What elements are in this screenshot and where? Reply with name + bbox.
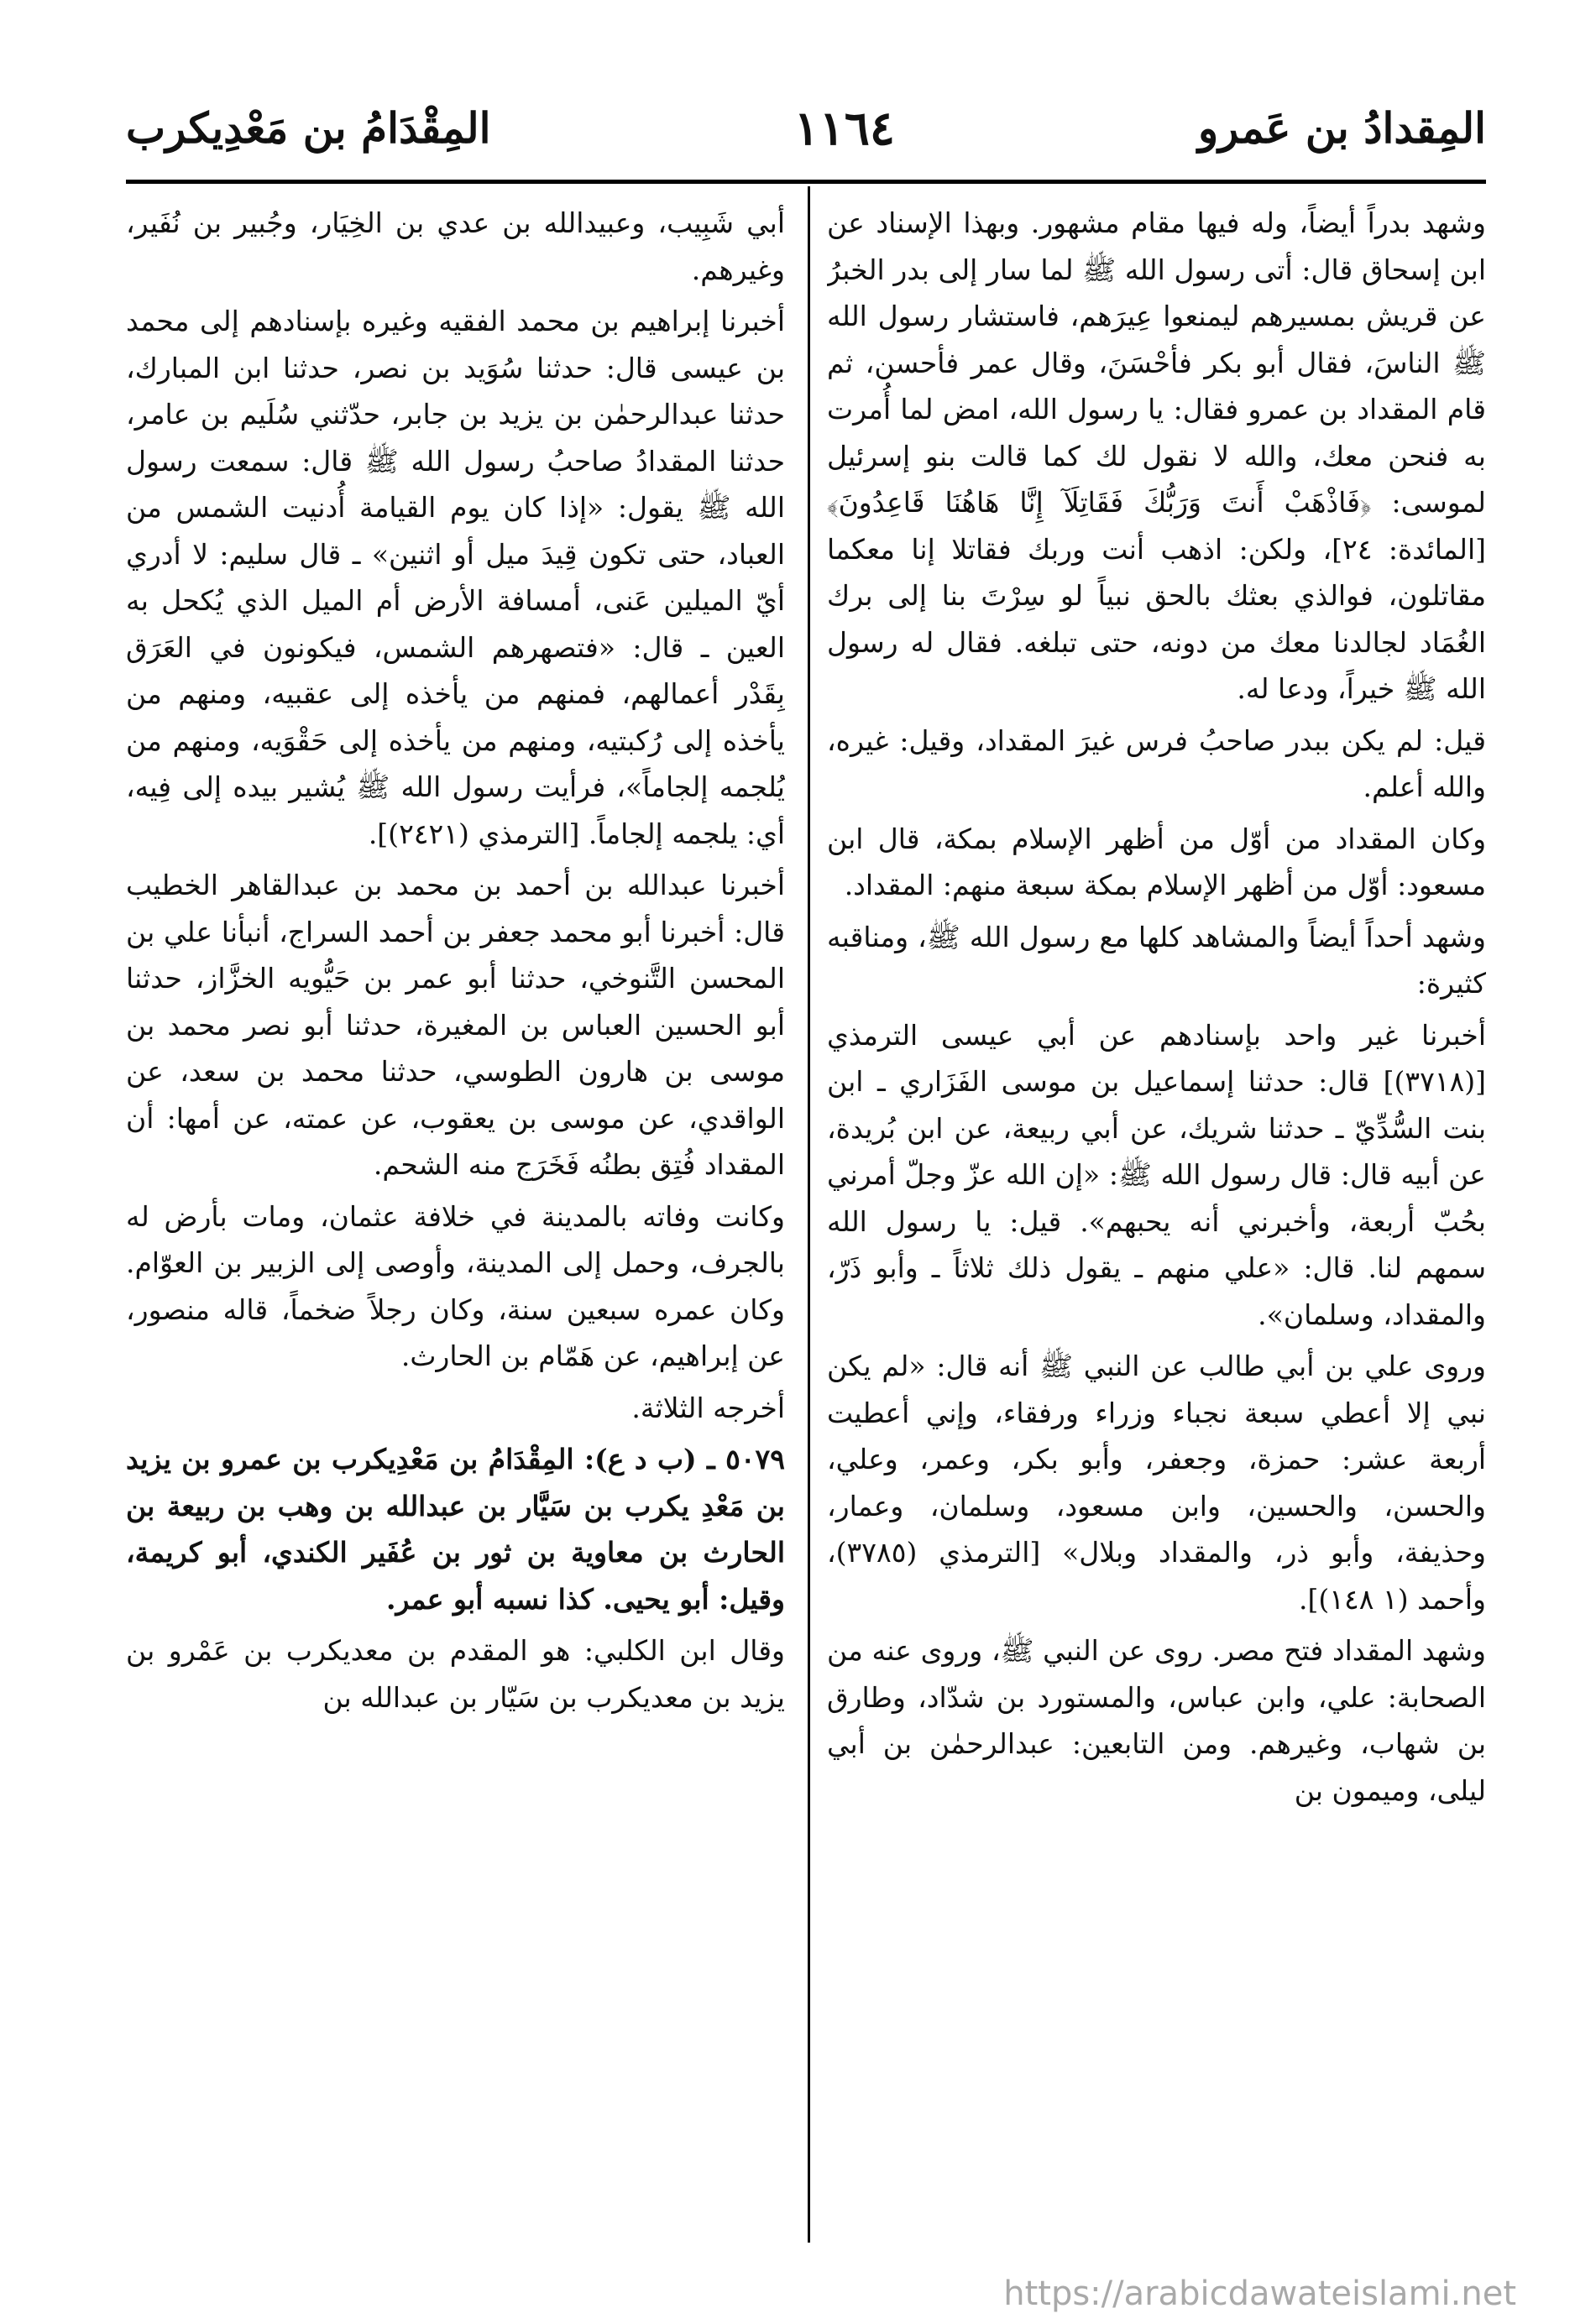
right-column xyxy=(827,200,1486,2214)
paragraph: أخبرنا إبراهيم بن محمد الفقيه وغيره بإسنادهم إلى محمد بن عيسى قال: حدثنا سُوَيد بن نصر، حدثنا ابن المبارك، حدثنا عبدالرحمٰن بن يزيد بن جابر، حدّثني سُلَيم بن عامر، حدثنا المقدادُ صاحبُ رسول الله ﷺ قال: سمعت رسول الله ﷺ يقول: «إذا كان يوم القيامة أُدنيت الشمس من العباد، حتى تكون قِيدَ ميل أو اثنين» ـ قال سليم: لا أدري أيّ الميلين عَنى، أمسافة الأرض أم الميل الذي يُكحل به العين ـ قال: «فتصهرهم الشمس، فيكونون في العَرَق بِقَدْر أعمالهم، فمنهم من يأخذه إلى عقبيه، ومنهم من يأخذه إلى رُكبتيه، ومنهم من يأخذه إلى حَقْوَيه، ومنهم من يُلجمه إلجاماً»، فرأيت رسول الله ﷺ يُشير بيده إلى فِيه، أي: يلجمه إلجاماً. [الترمذي (٢٤٢١)]. xyxy=(126,305,785,850)
column-divider xyxy=(808,186,810,2243)
header-rule xyxy=(126,180,1486,184)
paragraph: قيل: لم يكن ببدر صاحبُ فرس غيرَ المقداد، وقيل: غيره، والله أعلم. xyxy=(827,723,1486,803)
paragraph: وشهد بدراً أيضاً، وله فيها مقام مشهور. وبهذا الإسناد عن ابن إسحاق قال: أتى رسول الله ﷺ لما سار إلى بدر الخبرُ عن قريش بمسيرهم ليمنعوا عِيرَهم، فاستشار رسول الله ﷺ الناسَ، فقال أبو بكر فأحْسَنَ، وقال عمر فأحسن، ثم قام المقداد بن عمرو فقال: يا رسول الله، امض لما أُمرت به فنحن معك، والله لا نقول لك كما قالت بنو إسرئيل لموسى: ﴿فَاذْهَبْ أَنتَ وَرَبُّكَ فَقَاتِلَآ إِنَّا هَاهُنَا قَاعِدُونَ﴾ [المائدة: ٢٤]، ولكن: اذهب أنت وربك فقاتلا إنا معكما مقاتلون، فوالذي بعثك بالحق نبياً لو سِرْتَ بنا إلى برك الغُمَاد لجالدنا معك من دونه، حتى تبلغه. فقال له رسول الله ﷺ خيراً، ودعا له. xyxy=(827,206,1486,705)
paragraph: وروى علي بن أبي طالب عن النبي ﷺ أنه قال: «لم يكن نبي إلا أعطي سبعة نجباء وزراء ورفقاء، وإني أعطيت أربعة عشر: حمزة، وجعفر، وأبو بكر، وعمر، وعلي، والحسن، والحسين، وابن مسعود، وسلمان، وعمار، وحذيفة، وأبو ذر، والمقداد وبلال» [الترمذي (٣٧٨٥)، وأحمد (١ ١٤٨)]. xyxy=(827,1350,1486,1616)
watermark-url: https://arabicdawateislami.net xyxy=(1003,2274,1516,2313)
left-running-title: المِقْدَامُ بن مَعْدِيكرب xyxy=(126,103,491,153)
paragraph: أخرجه الثلاثة. xyxy=(631,1391,785,1424)
paragraph: وشهد المقداد فتح مصر. روى عن النبي ﷺ، وروى عنه من الصحابة: علي، وابن عباس، والمستورد بن شدّاد، وطارق بن شهاب، وغيرهم. ومن التابعين: عبدالرحمٰن بن أبي ليلى، وميمون بن xyxy=(827,1634,1486,1807)
entry-heading-paragraph: ٥٠٧٩ ـ (ب د ع): المِقْدَامُ بن مَعْدِيكرب بن عمرو بن يزيد بن مَعْدِ يكرب بن سَيَّار بن عبدالله بن وهب بن ربيعة بن الحارث بن معاوية بن ثور بن عُفَير الكندي، أبو كريمة، وقيل: أبو يحيى. كذا نسبه أبو عمر. xyxy=(126,1443,785,1616)
right-running-title: المِقدادُ بن عَمرو xyxy=(1197,103,1486,153)
left-column xyxy=(126,200,785,2214)
paragraph: أخبرنا عبدالله بن أحمد بن محمد بن عبدالقاهر الخطيب قال: أخبرنا أبو محمد جعفر بن أحمد السراج، أنبأنا علي بن المحسن التَّنوخي، حدثنا أبو عمر بن حَيُّويه الخزَّاز، حدثنا أبو الحسين العباس بن المغيرة، حدثنا أبو نصر محمد بن موسى بن هارون الطوسي، حدثنا محمد بن سعد، عن الواقدي، عن موسى بن يعقوب، عن عمته، عن أمها: أن المقداد فُتِق بطنُه فَخَرَج منه الشحم. xyxy=(126,869,785,1181)
page-header xyxy=(126,88,1486,168)
paragraph: وشهد أحداً أيضاً والمشاهد كلها مع رسول الله ﷺ، ومناقبه كثيرة: xyxy=(827,920,1486,1000)
paragraph: أبي شَبِيب، وعبيدالله بن عدي بن الخِيَار، وجُبير بن نُفَير، وغيرهم. xyxy=(126,206,785,286)
paragraph: وكانت وفاته بالمدينة في خلافة عثمان، ومات بأرض له بالجرف، وحمل إلى المدينة، وأوصى إلى الزبير بن العوّام. وكان عمره سبعين سنة، وكان رجلاً ضخماً، قاله منصور، عن إبراهيم، عن هَمّام بن الحارث. xyxy=(126,1199,785,1372)
paragraph: أخبرنا غير واحد بإسنادهم عن أبي عيسى الترمذي [(٣٧١٨)] قال: حدثنا إسماعيل بن موسى الفَزَاري ـ ابن بنت السُّدِّيّ ـ حدثنا شريك، عن أبي ربيعة، عن ابن بُريدة، عن أبيه قال: قال رسول الله ﷺ: «إن الله عزّ وجلّ أمرني بحُبّ أربعة، وأخبرني أنه يحبهم». قيل: يا رسول الله سمهم لنا. قال: «علي منهم ـ يقول ذلك ثلاثاً ـ وأبو ذَرّ، والمقداد، وسلمان». xyxy=(827,1018,1486,1331)
paragraph: وقال ابن الكلبي: هو المقدم بن معديكرب بن عَمْرو بن يزيد بن معديكرب بن سَيّار بن عبدالله بن xyxy=(126,1634,785,1714)
paragraph: وكان المقداد من أوّل من أظهر الإسلام بمكة، قال ابن مسعود: أوّل من أظهر الإسلام بمكة سبعة منهم: المقداد. xyxy=(827,822,1486,901)
page-number: ١١٦٤ xyxy=(793,100,895,156)
